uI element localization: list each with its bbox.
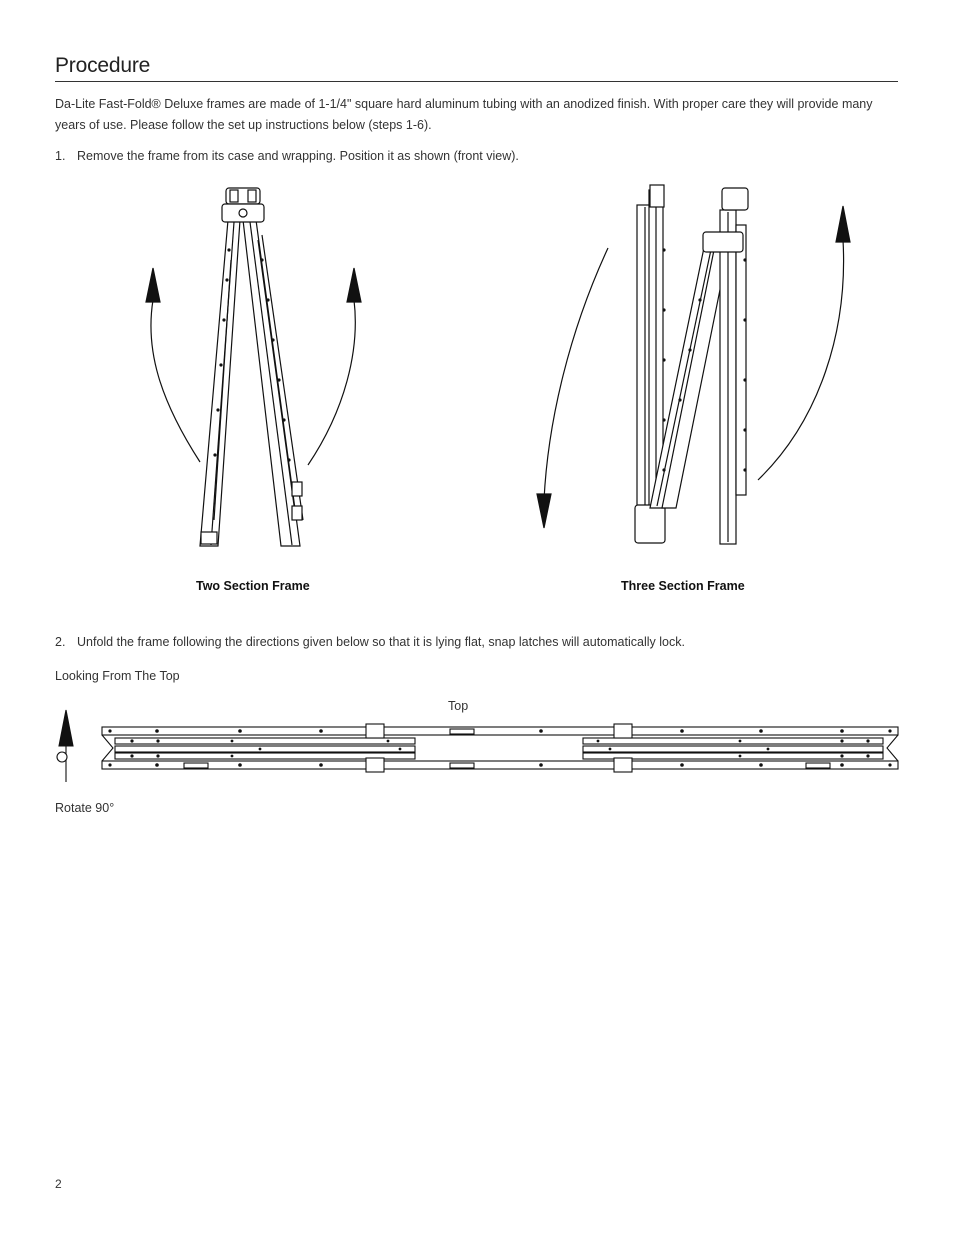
two-section-caption: Two Section Frame (196, 579, 310, 593)
page-title: Procedure (55, 54, 151, 77)
top-label: Top (448, 699, 469, 713)
step-2-number: 2. (55, 635, 66, 649)
three-section-caption: Three Section Frame (621, 579, 745, 593)
page-number: 2 (55, 1177, 62, 1191)
view-label: Looking From The Top (55, 669, 180, 683)
intro-paragraph: Da-Lite Fast-Fold® Deluxe frames are made of 1-1/4" square hard aluminum tubing with an anodized finish. With proper care they will provide many years of use. Please follow the set up instructions below (steps 1-6). (55, 97, 873, 132)
step-1-text: Remove the frame from its case and wrapping. Position it as shown (front view). (77, 149, 519, 163)
step-1-number: 1. (55, 149, 66, 163)
step-2-text: Unfold the frame following the directions given below so that it is lying flat, snap latches will automatically lock. (77, 635, 685, 649)
rotate-label: Rotate 90° (55, 801, 115, 815)
